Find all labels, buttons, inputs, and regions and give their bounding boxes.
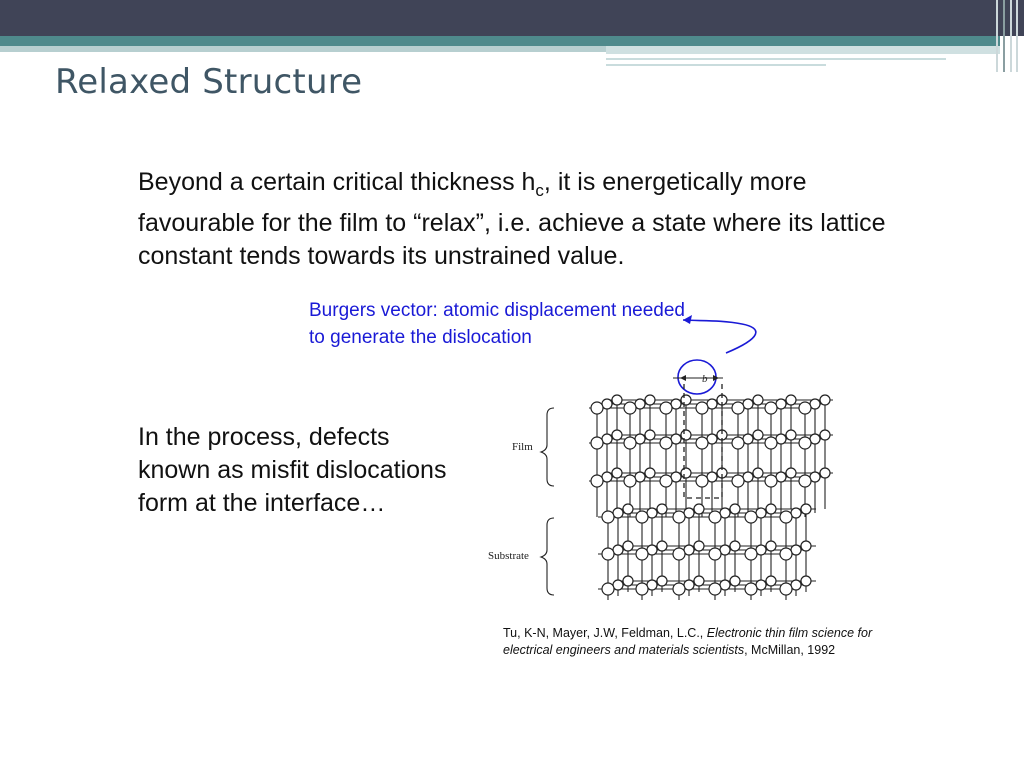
lattice-atom [780,548,792,560]
lattice-atom [753,468,763,478]
header-teal-bar [0,36,1000,46]
lattice-atom [730,541,740,551]
lattice-atom [602,548,614,560]
lattice-atom [730,576,740,586]
lattice-atom [696,437,708,449]
burgers-arrow [683,320,756,353]
lattice-atom [636,511,648,523]
lattice-atom [696,475,708,487]
lattice-atom [612,468,622,478]
lattice-atom [766,504,776,514]
burgers-annotation: Burgers vector: atomic displacement needed to generate the dislocation [309,300,685,348]
lattice-atom [766,576,776,586]
lattice-atom [636,583,648,595]
lattice-atom [730,504,740,514]
lattice-atom [801,541,811,551]
lattice-atom [673,548,685,560]
lattice-atom [623,541,633,551]
intro-subscript: c [535,181,544,200]
crystal-lattice [589,395,833,600]
citation-book-title: Electronic thin film science for electrical engineers and materials scientists [503,626,873,657]
lattice-atom [681,395,691,405]
lattice-atom [799,475,811,487]
lattice-atom [745,511,757,523]
film-label: Film [512,441,533,453]
lattice-atom [636,548,648,560]
header-vline [1003,0,1005,72]
lattice-atom [645,395,655,405]
intro-text-end: , it is energetically more favourable for the film to “relax”, i.e. achieve a state where its lattice constant tends towards its unstrained value. [138,168,886,270]
lattice-atom [709,583,721,595]
header-vline [996,0,998,72]
lattice-atom [623,504,633,514]
citation-authors: Tu, K-N, Mayer, J.W, Feldman, L.C., [503,626,707,640]
b-arrow-left [680,375,686,381]
slide-title: Relaxed Structure [55,62,363,102]
lattice-atom [657,576,667,586]
lattice-atom [709,548,721,560]
lattice-atom [732,402,744,414]
substrate-brace [541,518,554,595]
defects-paragraph: In the process, defects known as misfit dislocations form at the interface… [138,423,447,517]
lattice-atom [753,395,763,405]
lattice-atom [799,402,811,414]
lattice-atom [602,511,614,523]
lattice-atom [820,395,830,405]
lattice-atom [765,475,777,487]
lattice-atom [694,541,704,551]
lattice-atom [765,437,777,449]
substrate-label: Substrate [488,550,529,562]
lattice-atom [745,548,757,560]
lattice-atom [657,504,667,514]
header-thin-line [606,58,946,60]
lattice-atom [624,475,636,487]
lattice-figure [480,300,860,620]
header-vline [1010,0,1012,72]
lattice-atom [657,541,667,551]
b-label: b [702,373,708,385]
lattice-atom [801,576,811,586]
lattice-atom [801,504,811,514]
lattice-atom [602,583,614,595]
lattice-atom [786,395,796,405]
lattice-atom [780,583,792,595]
lattice-atom [786,468,796,478]
lattice-atom [799,437,811,449]
intro-text-start: Beyond a certain critical thickness h [138,168,536,196]
lattice-atom [820,468,830,478]
lattice-atom [694,576,704,586]
lattice-atom [732,475,744,487]
lattice-atom [681,468,691,478]
header-thin-line-2 [606,64,826,66]
lattice-atom [753,430,763,440]
lattice-atom [645,430,655,440]
lattice-atom [612,395,622,405]
lattice-atom [660,402,672,414]
burgers-arrowhead [683,315,692,324]
intro-paragraph [138,166,928,273]
lattice-atom [766,541,776,551]
lattice-atom [681,430,691,440]
lattice-atom [660,437,672,449]
lattice-atom [612,430,622,440]
citation [503,625,873,659]
lattice-atom [694,504,704,514]
lattice-atom [709,511,721,523]
lattice-atom [786,430,796,440]
lattice-atom [745,583,757,595]
header-light-bar-right [606,46,1000,54]
lattice-atom [732,437,744,449]
lattice-atom [624,402,636,414]
lattice-atom [591,402,603,414]
lattice-atom [624,437,636,449]
citation-publisher: , McMillan, 1992 [744,643,836,657]
lattice-atom [645,468,655,478]
header-vline [1016,0,1018,72]
header-light-bar [0,46,606,52]
lattice-atom [696,402,708,414]
lattice-atom [820,430,830,440]
lattice-atom [591,475,603,487]
lattice-atom [673,511,685,523]
film-brace [541,408,554,486]
lattice-atom [591,437,603,449]
lattice-atom [660,475,672,487]
lattice-atom [623,576,633,586]
lattice-atom [780,511,792,523]
lattice-atom [673,583,685,595]
header-dark-bar [0,0,1024,36]
lattice-atom [765,402,777,414]
